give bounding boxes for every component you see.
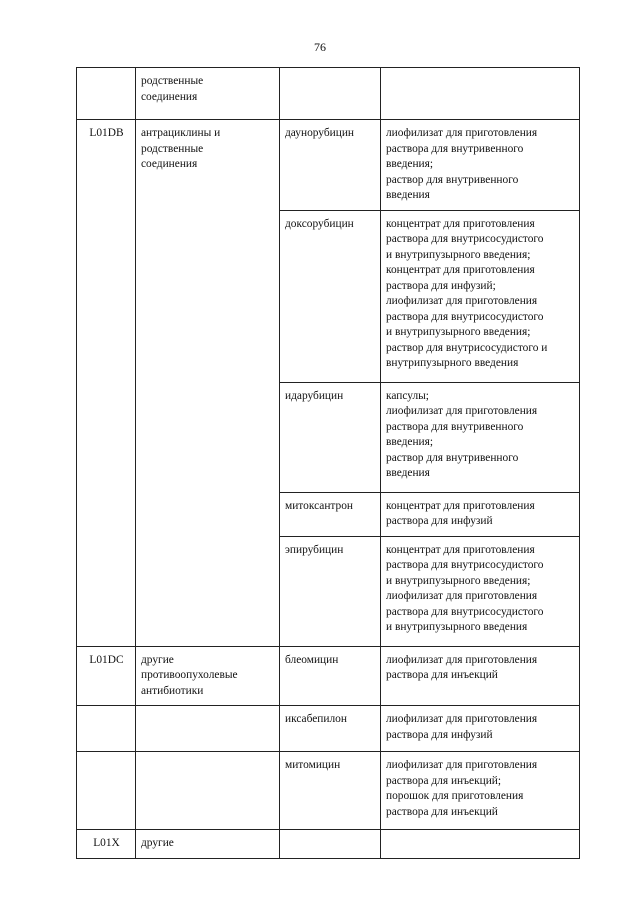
group-cell: [136, 752, 280, 830]
dosage-form-cell: концентрат для приготовления раствора для инфузий: [381, 492, 580, 536]
drug-name-cell: [280, 830, 381, 859]
dosage-form-cell: [381, 830, 580, 859]
drug-name-cell: иксабепилон: [280, 706, 381, 752]
atc-code-cell: L01DB: [77, 120, 136, 211]
atc-code-cell: [77, 536, 136, 646]
atc-code-cell: [77, 68, 136, 120]
drug-name-cell: митомицин: [280, 752, 381, 830]
group-cell: [136, 536, 280, 646]
drug-name-cell: [280, 68, 381, 120]
table-row: [77, 492, 580, 536]
table-row: [77, 830, 580, 859]
atc-code-cell: L01DC: [77, 646, 136, 706]
atc-code-cell: [77, 492, 136, 536]
atc-code-cell: [77, 210, 136, 382]
group-cell: [136, 382, 280, 492]
table-row: [77, 120, 580, 211]
atc-code-cell: L01X: [77, 830, 136, 859]
group-cell: [136, 706, 280, 752]
group-cell: [136, 210, 280, 382]
atc-code-cell: [77, 382, 136, 492]
group-cell: родственные соединения: [136, 68, 280, 120]
table-row: [77, 536, 580, 646]
table-row: [77, 706, 580, 752]
dosage-form-cell: концентрат для приготовления раствора для внутрисосудистого и внутрипузырного введения; лиофилизат для приготовления раствора для внутрисосудистого и внутрипузырного введения: [381, 536, 580, 646]
drug-table: [76, 67, 580, 859]
dosage-form-cell: [381, 68, 580, 120]
drug-name-cell: доксорубицин: [280, 210, 381, 382]
drug-name-cell: блеомицин: [280, 646, 381, 706]
drug-name-cell: митоксантрон: [280, 492, 381, 536]
drug-name-cell: идарубицин: [280, 382, 381, 492]
atc-code-cell: [77, 752, 136, 830]
group-cell: другие противоопухолевые антибиотики: [136, 646, 280, 706]
group-cell: [136, 492, 280, 536]
dosage-form-cell: лиофилизат для приготовления раствора для инъекций: [381, 646, 580, 706]
table-row: [77, 210, 580, 382]
page-number: 76: [314, 40, 326, 54]
table-row: [77, 382, 580, 492]
dosage-form-cell: капсулы; лиофилизат для приготовления раствора для внутривенного введения; раствор для внутривенного введения: [381, 382, 580, 492]
table-row: [77, 646, 580, 706]
drug-name-cell: даунорубицин: [280, 120, 381, 211]
dosage-form-cell: лиофилизат для приготовления раствора для внутривенного введения; раствор для внутривенного введения: [381, 120, 580, 211]
table-row: [77, 68, 580, 120]
dosage-form-cell: лиофилизат для приготовления раствора для инъекций; порошок для приготовления раствора для инъекций: [381, 752, 580, 830]
atc-code-cell: [77, 706, 136, 752]
group-cell: антрациклины и родственные соединения: [136, 120, 280, 211]
dosage-form-cell: лиофилизат для приготовления раствора для инфузий: [381, 706, 580, 752]
drug-name-cell: эпирубицин: [280, 536, 381, 646]
dosage-form-cell: концентрат для приготовления раствора для внутрисосудистого и внутрипузырного введения; концентрат для приготовления раствора для инфузий; лиофилизат для приготовления раствора для внутрисосудистого и внутрипузырного введения; раствор для внутрисосудистого и внутрипузырного введения: [381, 210, 580, 382]
group-cell: другие: [136, 830, 280, 859]
table-row: [77, 752, 580, 830]
